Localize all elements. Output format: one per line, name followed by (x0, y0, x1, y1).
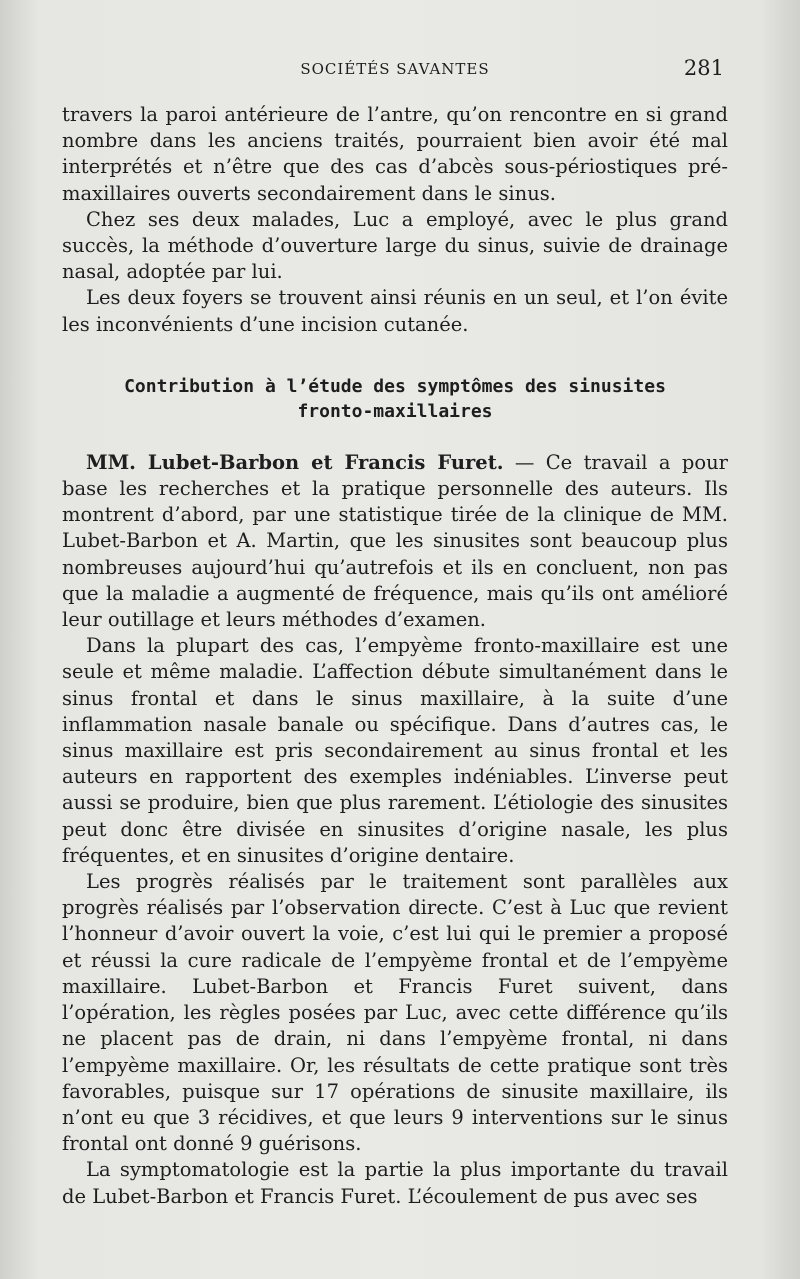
paragraph: Les progrès réalisés par le traitement sont parallèles aux progrès réalisés par l’observation directe. C’est à Luc que revient l’honneur d’avoir ouvert la voie, c’est lui qui le premier a proposé et réussi la cure radicale de l’empyème frontal et de l’empyème maxillaire. Lubet-Barbon et Francis Furet suivent, dans l’opération, les règles posées par Luc, avec cette différence qu’ils ne placent pas de drain, ni dans l’empyème frontal, ni dans l’empyème maxillaire. Or, les résultats de cette pratique sont très favorables, puisque sur 17 opérations de sinusite maxillaire, ils n’ont eu que 3 récidives, et que leurs 9 interventions sur le sinus frontal ont donné 9 guérisons. (62, 870, 728, 1156)
paragraph-continued: travers la paroi antérieure de l’antre, qu’on rencontre en si grand nombre dans les anciens traités, pourraient bien avoir été mal interprétés et n’être que des cas d’abcès sous-périostiques pré-maxillaires ouverts secondairement dans le sinus. (62, 103, 728, 205)
section-intro-paragraph (62, 450, 728, 633)
page-number: 281 (683, 56, 724, 80)
paragraph: Les deux foyers se trouvent ainsi réunis en un seul, et l’on évite les inconvénients d’une incision cutanée. (62, 286, 728, 336)
paragraph: Chez ses deux malades, Luc a employé, avec le plus grand succès, la méthode d’ouverture large du sinus, suivie de drainage nasal, adoptée par lui. (62, 207, 728, 284)
section-title-line-1: Contribution à l’étude des symptômes des sinusites (124, 375, 666, 397)
section-heading (62, 374, 728, 424)
running-head: SOCIÉTÉS SAVANTES (300, 60, 490, 78)
intro-text: — Ce travail a pour base les recherches et la pratique personnelle des auteurs. Ils montrent d’abord, par une statistique tirée de la clinique de MM. Lubet-Barbon et A. Martin, que les sinusites sont beaucoup plus nombreuses aujourd’hui qu’autrefois et ils en concluent, non pas que la maladie a augmenté de fréquence, mais qu’ils ont amélioré leur outillage et leurs méthodes d’examen. (62, 450, 728, 632)
section-title-line-2: fronto-maxillaires (297, 400, 493, 422)
authors: MM. Lubet-Barbon et Francis Furet. (86, 450, 504, 474)
body-text (62, 102, 728, 1210)
page-header (60, 56, 730, 86)
paragraph: Dans la plupart des cas, l’empyème fronto-maxillaire est une seule et même maladie. L’affection débute simultanément dans le sinus frontal et dans le sinus maxillaire, à la suite d’une inflammation nasale banale ou spécifique. Dans d’autres cas, le sinus maxillaire est pris secondairement au sinus frontal et les auteurs en rapportent des exemples indéniables. L’inverse peut aussi se produire, bien que plus rarement. L’étiologie des sinusites peut donc être divisée en sinusites d’origine nasale, les plus fréquentes, et en sinusites d’origine dentaire. (62, 634, 728, 867)
paragraph: La symptomatologie est la partie la plus importante du travail de Lubet-Barbon et Francis Furet. L’écoulement de pus avec ses (62, 1158, 728, 1208)
